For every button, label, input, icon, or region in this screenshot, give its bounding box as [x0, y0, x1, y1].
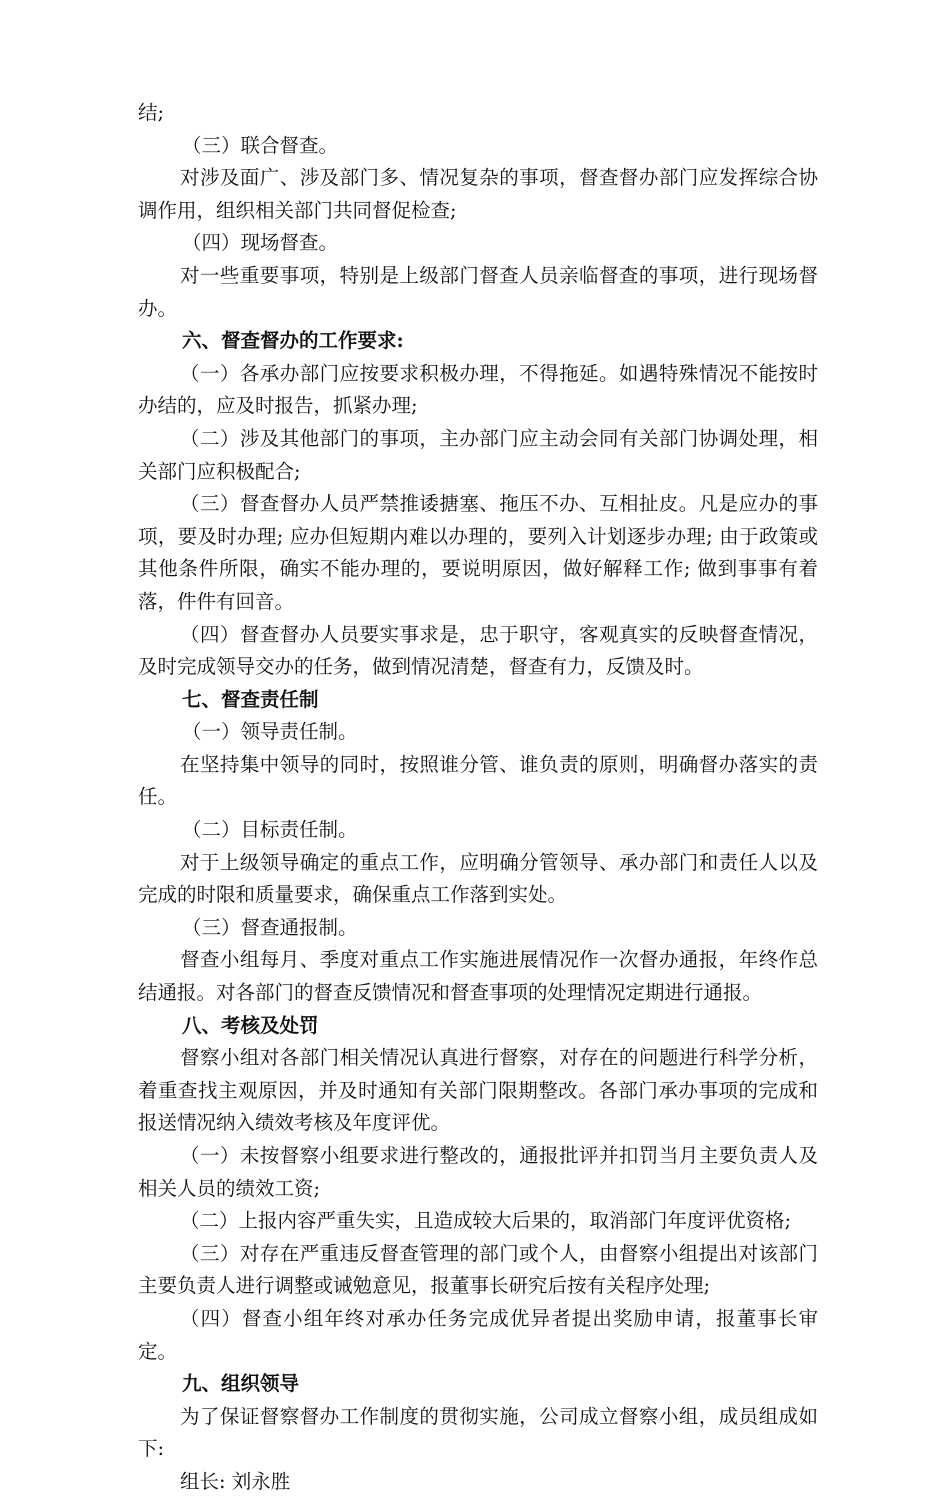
paragraph-requirement-2: （二）涉及其他部门的事项，主办部门应主动会同有关部门协调处理，相关部门应积极配合; — [138, 426, 818, 483]
paragraph-continuation: 结; — [138, 101, 165, 124]
paragraph-inspection-report: 督查小组每月、季度对重点工作实施进展情况作一次督办通报，年终作总结通报。对各部门的督查反馈情况和督查事项的处理情况定期进行通报。 — [138, 948, 818, 1005]
paragraph-requirement-1: （一）各承办部门应按要求积极办理，不得拖延。如遇特殊情况不能按时办结的，应及时报告，抓紧办理; — [138, 361, 818, 418]
section-heading-7: 七、督查责任制 — [182, 687, 319, 711]
document-body — [138, 97, 818, 1499]
paragraph-requirement-3: （三）督查督办人员严禁推诿搪塞、拖压不办、互相扯皮。凡是应办的事项，要及时办理; 应办但短期内难以办理的，要列入计划逐步办理; 由于政策或其他条件所限，确实不能办理的，要说明原因，做好解释工作; 做到事事有着落，件件有回音。 — [138, 492, 818, 613]
paragraph-joint-inspection: 对涉及面广、涉及部门多、情况复杂的事项，督查督办部门应发挥综合协调作用，组织相关部门共同督促检查; — [138, 166, 818, 222]
paragraph-penalty-2: （二）上报内容严重失实，且造成较大后果的，取消部门年度评优资格; — [180, 1209, 792, 1233]
paragraph-requirement-4: （四）督查督办人员要实事求是，忠于职守，客观真实的反映督查情况，及时完成领导交办的任务，做到情况清楚，督查有力，反馈及时。 — [138, 622, 818, 679]
section-heading-8: 八、考核及处罚 — [182, 1013, 319, 1037]
paragraph-leadership-responsibility: 在坚持集中领导的同时，按照谁分管、谁负责的原则，明确督办落实的责任。 — [138, 752, 818, 809]
paragraph-assessment-intro: 督察小组对各部门相关情况认真进行督察，对存在的问题进行科学分析，着重查找主观原因，并及时通知有关部门限期整改。各部门承办事项的完成和报送情况纳入绩效考核及年度评优。 — [138, 1046, 818, 1135]
section-heading-6: 六、督查督办的工作要求: — [182, 329, 404, 353]
section-heading-9: 九、组织领导 — [182, 1372, 300, 1396]
paragraph-team-leader: 组长: 刘永胜 — [180, 1469, 291, 1493]
paragraph-target-responsibility: 对于上级领导确定的重点工作，应明确分管领导、承办部门和责任人以及完成的时限和质量要求，确保重点工作落到实处。 — [138, 850, 818, 907]
paragraph-penalty-1: （一）未按督察小组要求进行整改的，通报批评并扣罚当月主要负责人及相关人员的绩效工资; — [138, 1144, 818, 1200]
subheading-joint-inspection: （三）联合督查。 — [182, 133, 339, 157]
subheading-target-responsibility: （二）目标责任制。 — [182, 818, 358, 842]
subheading-onsite-inspection: （四）现场督查。 — [182, 231, 339, 255]
paragraph-onsite-inspection: 对一些重要事项，特别是上级部门督查人员亲临督查的事项，进行现场督办。 — [138, 263, 818, 320]
subheading-leadership-responsibility: （一）领导责任制。 — [182, 720, 358, 744]
subheading-inspection-report: （三）督查通报制。 — [182, 915, 358, 939]
paragraph-penalty-4: （四）督查小组年终对承办任务完成优异者提出奖励申请，报董事长审定。 — [138, 1306, 818, 1363]
paragraph-organization: 为了保证督察督办工作制度的贯彻实施，公司成立督察小组，成员组成如下: — [138, 1404, 818, 1461]
paragraph-penalty-3: （三）对存在严重违反督查管理的部门或个人，由督察小组提出对该部门主要负责人进行调整或诫勉意见，报董事长研究后按有关程序处理; — [138, 1241, 818, 1298]
